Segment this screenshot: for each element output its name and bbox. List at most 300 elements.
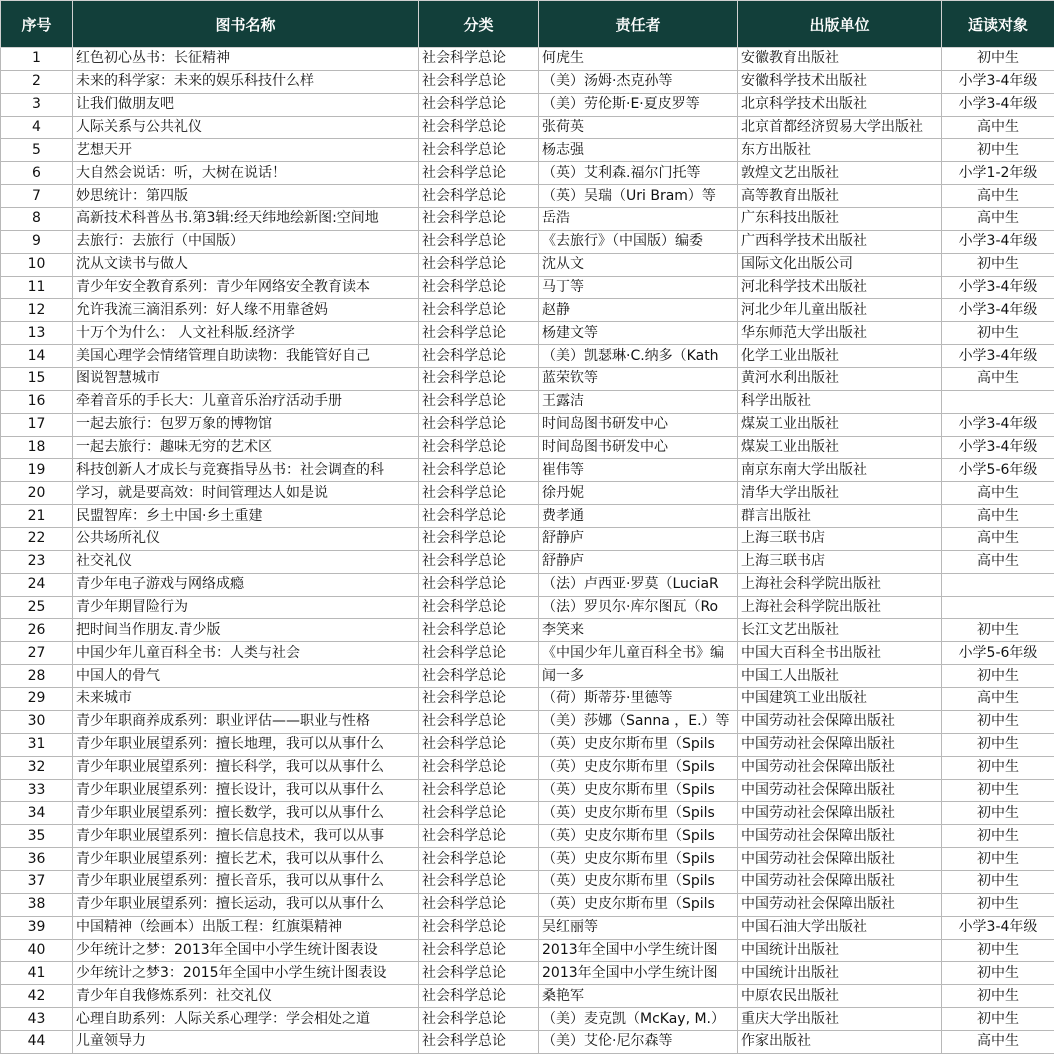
cell-category[interactable]: 社会科学总论: [419, 368, 539, 391]
cell-publisher[interactable]: 黄河水利出版社: [738, 368, 942, 391]
cell-author[interactable]: 时间岛图书研发中心: [539, 413, 738, 436]
cell-audience[interactable]: 小学5-6年级: [942, 459, 1054, 482]
cell-title[interactable]: 少年统计之梦：2013年全国中小学生统计图表设: [73, 939, 419, 962]
cell-publisher[interactable]: 上海社会科学院出版社: [738, 596, 942, 619]
cell-author[interactable]: （美）凯瑟琳·C.纳多（Kath: [539, 345, 738, 368]
cell-audience[interactable]: 小学3-4年级: [942, 276, 1054, 299]
cell-publisher[interactable]: 国际文化出版公司: [738, 253, 942, 276]
cell-category[interactable]: 社会科学总论: [419, 185, 539, 208]
cell-title[interactable]: 社交礼仪: [73, 550, 419, 573]
table-row[interactable]: [1, 825, 1054, 848]
cell-index[interactable]: 8: [1, 208, 73, 231]
table-row[interactable]: [1, 619, 1054, 642]
cell-index[interactable]: 7: [1, 185, 73, 208]
cell-publisher[interactable]: 中国劳动社会保障出版社: [738, 825, 942, 848]
column-header-category[interactable]: 分类: [419, 1, 539, 48]
table-row[interactable]: [1, 299, 1054, 322]
cell-publisher[interactable]: 煤炭工业出版社: [738, 436, 942, 459]
cell-category[interactable]: 社会科学总论: [419, 459, 539, 482]
cell-title[interactable]: 民盟智库：乡土中国·乡土重建: [73, 505, 419, 528]
column-header-audience[interactable]: 适读对象: [942, 1, 1054, 48]
cell-category[interactable]: 社会科学总论: [419, 619, 539, 642]
cell-audience[interactable]: 高中生: [942, 208, 1054, 231]
table-row[interactable]: [1, 139, 1054, 162]
cell-category[interactable]: 社会科学总论: [419, 208, 539, 231]
cell-index[interactable]: 28: [1, 665, 73, 688]
table-row[interactable]: [1, 116, 1054, 139]
table-row[interactable]: [1, 390, 1054, 413]
cell-audience[interactable]: 初中生: [942, 48, 1054, 71]
cell-author[interactable]: 崔伟等: [539, 459, 738, 482]
cell-audience[interactable]: 小学3-4年级: [942, 413, 1054, 436]
cell-publisher[interactable]: 中国建筑工业出版社: [738, 688, 942, 711]
cell-audience[interactable]: 高中生: [942, 482, 1054, 505]
table-row[interactable]: [1, 802, 1054, 825]
cell-category[interactable]: 社会科学总论: [419, 688, 539, 711]
cell-index[interactable]: 15: [1, 368, 73, 391]
cell-category[interactable]: 社会科学总论: [419, 1008, 539, 1031]
cell-author[interactable]: 赵静: [539, 299, 738, 322]
cell-audience[interactable]: 小学3-4年级: [942, 299, 1054, 322]
cell-author[interactable]: （英）史皮尔斯布里（Spils: [539, 733, 738, 756]
table-row[interactable]: [1, 482, 1054, 505]
table-row[interactable]: [1, 162, 1054, 185]
cell-title[interactable]: 未来的科学家：未来的娱乐科技什么样: [73, 70, 419, 93]
cell-author[interactable]: （英）史皮尔斯布里（Spils: [539, 825, 738, 848]
cell-author[interactable]: （美）艾伦·尼尔森等: [539, 1030, 738, 1053]
table-row[interactable]: [1, 413, 1054, 436]
cell-category[interactable]: 社会科学总论: [419, 802, 539, 825]
cell-title[interactable]: 青少年职业展望系列：擅长设计，我可以从事什么: [73, 779, 419, 802]
table-row[interactable]: [1, 710, 1054, 733]
cell-publisher[interactable]: 广西科学技术出版社: [738, 230, 942, 253]
cell-title[interactable]: 中国少年儿童百科全书：人类与社会: [73, 642, 419, 665]
cell-category[interactable]: 社会科学总论: [419, 276, 539, 299]
cell-publisher[interactable]: 中国劳动社会保障出版社: [738, 848, 942, 871]
cell-publisher[interactable]: 中国劳动社会保障出版社: [738, 870, 942, 893]
cell-title[interactable]: 把时间当作朋友.青少版: [73, 619, 419, 642]
table-row[interactable]: [1, 70, 1054, 93]
table-row[interactable]: [1, 916, 1054, 939]
cell-audience[interactable]: 高中生: [942, 550, 1054, 573]
cell-index[interactable]: 31: [1, 733, 73, 756]
cell-author[interactable]: 2013年全国中小学生统计图: [539, 962, 738, 985]
cell-index[interactable]: 6: [1, 162, 73, 185]
cell-author[interactable]: 李笑来: [539, 619, 738, 642]
cell-publisher[interactable]: 科学出版社: [738, 390, 942, 413]
cell-category[interactable]: 社会科学总论: [419, 733, 539, 756]
cell-category[interactable]: 社会科学总论: [419, 436, 539, 459]
cell-category[interactable]: 社会科学总论: [419, 779, 539, 802]
cell-title[interactable]: 妙思统计：第四版: [73, 185, 419, 208]
table-row[interactable]: [1, 505, 1054, 528]
table-row[interactable]: [1, 733, 1054, 756]
cell-title[interactable]: 青少年职商养成系列：职业评估——职业与性格: [73, 710, 419, 733]
cell-title[interactable]: 青少年期冒险行为: [73, 596, 419, 619]
cell-category[interactable]: 社会科学总论: [419, 550, 539, 573]
cell-category[interactable]: 社会科学总论: [419, 93, 539, 116]
cell-publisher[interactable]: 北京科学技术出版社: [738, 93, 942, 116]
cell-publisher[interactable]: 上海三联书店: [738, 550, 942, 573]
cell-author[interactable]: 闻一多: [539, 665, 738, 688]
cell-title[interactable]: 让我们做朋友吧: [73, 93, 419, 116]
cell-publisher[interactable]: 安徽科学技术出版社: [738, 70, 942, 93]
cell-index[interactable]: 29: [1, 688, 73, 711]
cell-index[interactable]: 21: [1, 505, 73, 528]
cell-index[interactable]: 43: [1, 1008, 73, 1031]
cell-audience[interactable]: 初中生: [942, 962, 1054, 985]
cell-publisher[interactable]: 河北科学技术出版社: [738, 276, 942, 299]
cell-audience[interactable]: 初中生: [942, 253, 1054, 276]
cell-publisher[interactable]: 化学工业出版社: [738, 345, 942, 368]
cell-audience[interactable]: 高中生: [942, 528, 1054, 551]
cell-publisher[interactable]: 中国统计出版社: [738, 962, 942, 985]
cell-title[interactable]: 青少年职业展望系列：擅长艺术，我可以从事什么: [73, 848, 419, 871]
cell-category[interactable]: 社会科学总论: [419, 1030, 539, 1053]
cell-audience[interactable]: 初中生: [942, 802, 1054, 825]
cell-category[interactable]: 社会科学总论: [419, 848, 539, 871]
cell-title[interactable]: 一起去旅行：趣味无穷的艺术区: [73, 436, 419, 459]
cell-index[interactable]: 24: [1, 573, 73, 596]
cell-index[interactable]: 9: [1, 230, 73, 253]
cell-category[interactable]: 社会科学总论: [419, 756, 539, 779]
cell-title[interactable]: 中国精神（绘画本）出版工程：红旗渠精神: [73, 916, 419, 939]
cell-author[interactable]: 杨建文等: [539, 322, 738, 345]
table-row[interactable]: [1, 48, 1054, 71]
cell-audience[interactable]: 小学5-6年级: [942, 642, 1054, 665]
cell-audience[interactable]: 初中生: [942, 619, 1054, 642]
cell-index[interactable]: 23: [1, 550, 73, 573]
cell-index[interactable]: 17: [1, 413, 73, 436]
cell-author[interactable]: 沈从文: [539, 253, 738, 276]
table-row[interactable]: [1, 665, 1054, 688]
cell-audience[interactable]: 初中生: [942, 1008, 1054, 1031]
cell-index[interactable]: 30: [1, 710, 73, 733]
cell-title[interactable]: 青少年职业展望系列：擅长地理，我可以从事什么: [73, 733, 419, 756]
cell-title[interactable]: 去旅行：去旅行（中国版）: [73, 230, 419, 253]
cell-category[interactable]: 社会科学总论: [419, 322, 539, 345]
cell-author[interactable]: （英）吴瑞（Uri Bram）等: [539, 185, 738, 208]
cell-audience[interactable]: 初中生: [942, 322, 1054, 345]
cell-index[interactable]: 26: [1, 619, 73, 642]
cell-index[interactable]: 44: [1, 1030, 73, 1053]
cell-category[interactable]: 社会科学总论: [419, 505, 539, 528]
cell-category[interactable]: 社会科学总论: [419, 916, 539, 939]
cell-publisher[interactable]: 华东师范大学出版社: [738, 322, 942, 345]
table-row[interactable]: [1, 459, 1054, 482]
cell-publisher[interactable]: 高等教育出版社: [738, 185, 942, 208]
cell-title[interactable]: 一起去旅行：包罗万象的博物馆: [73, 413, 419, 436]
cell-publisher[interactable]: 清华大学出版社: [738, 482, 942, 505]
table-row[interactable]: [1, 779, 1054, 802]
cell-publisher[interactable]: 中国劳动社会保障出版社: [738, 756, 942, 779]
cell-author[interactable]: 桑艳军: [539, 985, 738, 1008]
cell-publisher[interactable]: 中国大百科全书出版社: [738, 642, 942, 665]
cell-audience[interactable]: 初中生: [942, 756, 1054, 779]
cell-audience[interactable]: 初中生: [942, 985, 1054, 1008]
cell-title[interactable]: 青少年职业展望系列：擅长科学，我可以从事什么: [73, 756, 419, 779]
cell-publisher[interactable]: 重庆大学出版社: [738, 1008, 942, 1031]
cell-category[interactable]: 社会科学总论: [419, 116, 539, 139]
cell-title[interactable]: 中国人的骨气: [73, 665, 419, 688]
table-row[interactable]: [1, 368, 1054, 391]
table-row[interactable]: [1, 1030, 1054, 1053]
cell-index[interactable]: 19: [1, 459, 73, 482]
cell-title[interactable]: 少年统计之梦3：2015年全国中小学生统计图表设: [73, 962, 419, 985]
cell-title[interactable]: 高新技术科普丛书.第3辑:经天纬地绘新图:空间地: [73, 208, 419, 231]
cell-publisher[interactable]: 群言出版社: [738, 505, 942, 528]
column-header-publisher[interactable]: 出版单位: [738, 1, 942, 48]
cell-author[interactable]: 吴红丽等: [539, 916, 738, 939]
cell-index[interactable]: 10: [1, 253, 73, 276]
cell-index[interactable]: 42: [1, 985, 73, 1008]
cell-index[interactable]: 36: [1, 848, 73, 871]
cell-author[interactable]: 马丁等: [539, 276, 738, 299]
table-row[interactable]: [1, 208, 1054, 231]
cell-author[interactable]: （法）罗贝尔·库尔图瓦（Ro: [539, 596, 738, 619]
cell-author[interactable]: 何虎生: [539, 48, 738, 71]
cell-category[interactable]: 社会科学总论: [419, 642, 539, 665]
column-header-index[interactable]: 序号: [1, 1, 73, 48]
cell-publisher[interactable]: 中原农民出版社: [738, 985, 942, 1008]
cell-audience[interactable]: 高中生: [942, 116, 1054, 139]
cell-publisher[interactable]: 河北少年儿童出版社: [738, 299, 942, 322]
table-row[interactable]: [1, 230, 1054, 253]
cell-author[interactable]: 时间岛图书研发中心: [539, 436, 738, 459]
cell-audience[interactable]: 高中生: [942, 368, 1054, 391]
cell-author[interactable]: （英）史皮尔斯布里（Spils: [539, 802, 738, 825]
cell-title[interactable]: 青少年职业展望系列：擅长信息技术，我可以从事: [73, 825, 419, 848]
table-row[interactable]: [1, 642, 1054, 665]
table-row[interactable]: [1, 345, 1054, 368]
cell-category[interactable]: 社会科学总论: [419, 665, 539, 688]
cell-index[interactable]: 35: [1, 825, 73, 848]
cell-index[interactable]: 1: [1, 48, 73, 71]
cell-publisher[interactable]: 中国劳动社会保障出版社: [738, 802, 942, 825]
cell-category[interactable]: 社会科学总论: [419, 825, 539, 848]
cell-title[interactable]: 青少年电子游戏与网络成瘾: [73, 573, 419, 596]
table-row[interactable]: [1, 962, 1054, 985]
cell-publisher[interactable]: 煤炭工业出版社: [738, 413, 942, 436]
cell-audience[interactable]: 初中生: [942, 848, 1054, 871]
cell-audience[interactable]: 小学3-4年级: [942, 70, 1054, 93]
cell-title[interactable]: 沈从文读书与做人: [73, 253, 419, 276]
cell-author[interactable]: 徐丹妮: [539, 482, 738, 505]
cell-audience[interactable]: 初中生: [942, 139, 1054, 162]
cell-category[interactable]: 社会科学总论: [419, 870, 539, 893]
cell-author[interactable]: 舒静庐: [539, 550, 738, 573]
cell-publisher[interactable]: 中国劳动社会保障出版社: [738, 710, 942, 733]
cell-publisher[interactable]: 广东科技出版社: [738, 208, 942, 231]
cell-index[interactable]: 34: [1, 802, 73, 825]
table-row[interactable]: [1, 573, 1054, 596]
cell-publisher[interactable]: 长江文艺出版社: [738, 619, 942, 642]
cell-author[interactable]: （荷）斯蒂芬·里德等: [539, 688, 738, 711]
cell-category[interactable]: 社会科学总论: [419, 528, 539, 551]
cell-category[interactable]: 社会科学总论: [419, 390, 539, 413]
cell-author[interactable]: （美）劳伦斯·E·夏皮罗等: [539, 93, 738, 116]
cell-author[interactable]: 杨志强: [539, 139, 738, 162]
cell-audience[interactable]: [942, 573, 1054, 596]
table-row[interactable]: [1, 848, 1054, 871]
cell-title[interactable]: 牵着音乐的手长大：儿童音乐治疗活动手册: [73, 390, 419, 413]
cell-audience[interactable]: 小学3-4年级: [942, 93, 1054, 116]
cell-audience[interactable]: 小学3-4年级: [942, 230, 1054, 253]
column-header-author[interactable]: 责任者: [539, 1, 738, 48]
cell-title[interactable]: 美国心理学会情绪管理自助读物：我能管好自己: [73, 345, 419, 368]
cell-author[interactable]: 岳浩: [539, 208, 738, 231]
cell-publisher[interactable]: 安徽教育出版社: [738, 48, 942, 71]
cell-audience[interactable]: 高中生: [942, 1030, 1054, 1053]
cell-title[interactable]: 公共场所礼仪: [73, 528, 419, 551]
cell-title[interactable]: 青少年职业展望系列：擅长运动，我可以从事什么: [73, 893, 419, 916]
cell-index[interactable]: 14: [1, 345, 73, 368]
table-row[interactable]: [1, 436, 1054, 459]
cell-category[interactable]: 社会科学总论: [419, 253, 539, 276]
cell-author[interactable]: （英）史皮尔斯布里（Spils: [539, 893, 738, 916]
cell-author[interactable]: （美）汤姆·杰克孙等: [539, 70, 738, 93]
table-row[interactable]: [1, 870, 1054, 893]
cell-title[interactable]: 心理自助系列：人际关系心理学：学会相处之道: [73, 1008, 419, 1031]
cell-author[interactable]: 《去旅行》（中国版）编委: [539, 230, 738, 253]
cell-audience[interactable]: 高中生: [942, 688, 1054, 711]
cell-author[interactable]: 张荷英: [539, 116, 738, 139]
table-row[interactable]: [1, 253, 1054, 276]
cell-audience[interactable]: 初中生: [942, 825, 1054, 848]
cell-index[interactable]: 40: [1, 939, 73, 962]
table-row[interactable]: [1, 985, 1054, 1008]
cell-author[interactable]: 费孝通: [539, 505, 738, 528]
cell-title[interactable]: 十万个为什么： 人文社科版.经济学: [73, 322, 419, 345]
table-row[interactable]: [1, 893, 1054, 916]
cell-index[interactable]: 27: [1, 642, 73, 665]
cell-title[interactable]: 青少年职业展望系列：擅长音乐，我可以从事什么: [73, 870, 419, 893]
cell-title[interactable]: 青少年安全教育系列：青少年网络安全教育读本: [73, 276, 419, 299]
cell-publisher[interactable]: 中国石油大学出版社: [738, 916, 942, 939]
table-row[interactable]: [1, 93, 1054, 116]
cell-audience[interactable]: 初中生: [942, 893, 1054, 916]
cell-audience[interactable]: 初中生: [942, 710, 1054, 733]
cell-title[interactable]: 人际关系与公共礼仪: [73, 116, 419, 139]
cell-author[interactable]: （英）史皮尔斯布里（Spils: [539, 848, 738, 871]
cell-title[interactable]: 儿童领导力: [73, 1030, 419, 1053]
cell-index[interactable]: 38: [1, 893, 73, 916]
cell-audience[interactable]: 初中生: [942, 939, 1054, 962]
cell-category[interactable]: 社会科学总论: [419, 299, 539, 322]
cell-category[interactable]: 社会科学总论: [419, 139, 539, 162]
cell-title[interactable]: 红色初心丛书：长征精神: [73, 48, 419, 71]
cell-category[interactable]: 社会科学总论: [419, 482, 539, 505]
cell-publisher[interactable]: 上海社会科学院出版社: [738, 573, 942, 596]
cell-title[interactable]: 允许我流三滴泪系列：好人缘不用靠爸妈: [73, 299, 419, 322]
cell-author[interactable]: （英）史皮尔斯布里（Spils: [539, 779, 738, 802]
cell-publisher[interactable]: 中国劳动社会保障出版社: [738, 779, 942, 802]
cell-category[interactable]: 社会科学总论: [419, 596, 539, 619]
cell-audience[interactable]: 小学3-4年级: [942, 916, 1054, 939]
cell-category[interactable]: 社会科学总论: [419, 939, 539, 962]
cell-index[interactable]: 18: [1, 436, 73, 459]
cell-index[interactable]: 11: [1, 276, 73, 299]
cell-title[interactable]: 未来城市: [73, 688, 419, 711]
cell-title[interactable]: 青少年自我修炼系列：社交礼仪: [73, 985, 419, 1008]
cell-audience[interactable]: 初中生: [942, 779, 1054, 802]
cell-author[interactable]: （英）艾利森.福尔门托等: [539, 162, 738, 185]
cell-publisher[interactable]: 中国劳动社会保障出版社: [738, 733, 942, 756]
cell-publisher[interactable]: 上海三联书店: [738, 528, 942, 551]
cell-title[interactable]: 学习，就是要高效：时间管理达人如是说: [73, 482, 419, 505]
cell-publisher[interactable]: 中国统计出版社: [738, 939, 942, 962]
table-row[interactable]: [1, 1008, 1054, 1031]
cell-index[interactable]: 12: [1, 299, 73, 322]
cell-category[interactable]: 社会科学总论: [419, 413, 539, 436]
cell-audience[interactable]: 高中生: [942, 505, 1054, 528]
cell-index[interactable]: 3: [1, 93, 73, 116]
cell-author[interactable]: （美）麦克凯（McKay, M.）: [539, 1008, 738, 1031]
cell-index[interactable]: 4: [1, 116, 73, 139]
table-row[interactable]: [1, 596, 1054, 619]
cell-publisher[interactable]: 敦煌文艺出版社: [738, 162, 942, 185]
table-row[interactable]: [1, 528, 1054, 551]
cell-author[interactable]: （美）莎娜（Sanna ，E.）等: [539, 710, 738, 733]
cell-audience[interactable]: 初中生: [942, 870, 1054, 893]
cell-title[interactable]: 青少年职业展望系列：擅长数学，我可以从事什么: [73, 802, 419, 825]
table-row[interactable]: [1, 322, 1054, 345]
table-row[interactable]: [1, 756, 1054, 779]
cell-index[interactable]: 2: [1, 70, 73, 93]
cell-title[interactable]: 科技创新人才成长与竞赛指导丛书：社会调查的科: [73, 459, 419, 482]
cell-index[interactable]: 39: [1, 916, 73, 939]
cell-index[interactable]: 41: [1, 962, 73, 985]
cell-index[interactable]: 33: [1, 779, 73, 802]
cell-author[interactable]: 王露洁: [539, 390, 738, 413]
cell-author[interactable]: （法）卢西亚·罗莫（LuciaR: [539, 573, 738, 596]
cell-category[interactable]: 社会科学总论: [419, 710, 539, 733]
cell-publisher[interactable]: 中国工人出版社: [738, 665, 942, 688]
cell-audience[interactable]: 小学3-4年级: [942, 436, 1054, 459]
column-header-title[interactable]: 图书名称: [73, 1, 419, 48]
cell-author[interactable]: 《中国少年儿童百科全书》编: [539, 642, 738, 665]
table-row[interactable]: [1, 688, 1054, 711]
cell-index[interactable]: 5: [1, 139, 73, 162]
cell-author[interactable]: 2013年全国中小学生统计图: [539, 939, 738, 962]
cell-audience[interactable]: 小学3-4年级: [942, 345, 1054, 368]
cell-index[interactable]: 32: [1, 756, 73, 779]
cell-publisher[interactable]: 东方出版社: [738, 139, 942, 162]
cell-title[interactable]: 大自然会说话：听，大树在说话！: [73, 162, 419, 185]
cell-category[interactable]: 社会科学总论: [419, 70, 539, 93]
table-row[interactable]: [1, 939, 1054, 962]
cell-audience[interactable]: [942, 390, 1054, 413]
table-row[interactable]: [1, 185, 1054, 208]
cell-category[interactable]: 社会科学总论: [419, 893, 539, 916]
cell-audience[interactable]: 初中生: [942, 733, 1054, 756]
cell-index[interactable]: 37: [1, 870, 73, 893]
cell-audience[interactable]: 初中生: [942, 665, 1054, 688]
cell-index[interactable]: 16: [1, 390, 73, 413]
cell-author[interactable]: 蓝荣钦等: [539, 368, 738, 391]
cell-author[interactable]: 舒静庐: [539, 528, 738, 551]
cell-audience[interactable]: 高中生: [942, 185, 1054, 208]
cell-audience[interactable]: [942, 596, 1054, 619]
cell-publisher[interactable]: 作家出版社: [738, 1030, 942, 1053]
table-row[interactable]: [1, 550, 1054, 573]
cell-index[interactable]: 20: [1, 482, 73, 505]
table-row[interactable]: [1, 276, 1054, 299]
cell-author[interactable]: （英）史皮尔斯布里（Spils: [539, 870, 738, 893]
cell-publisher[interactable]: 中国劳动社会保障出版社: [738, 893, 942, 916]
cell-index[interactable]: 22: [1, 528, 73, 551]
cell-index[interactable]: 13: [1, 322, 73, 345]
